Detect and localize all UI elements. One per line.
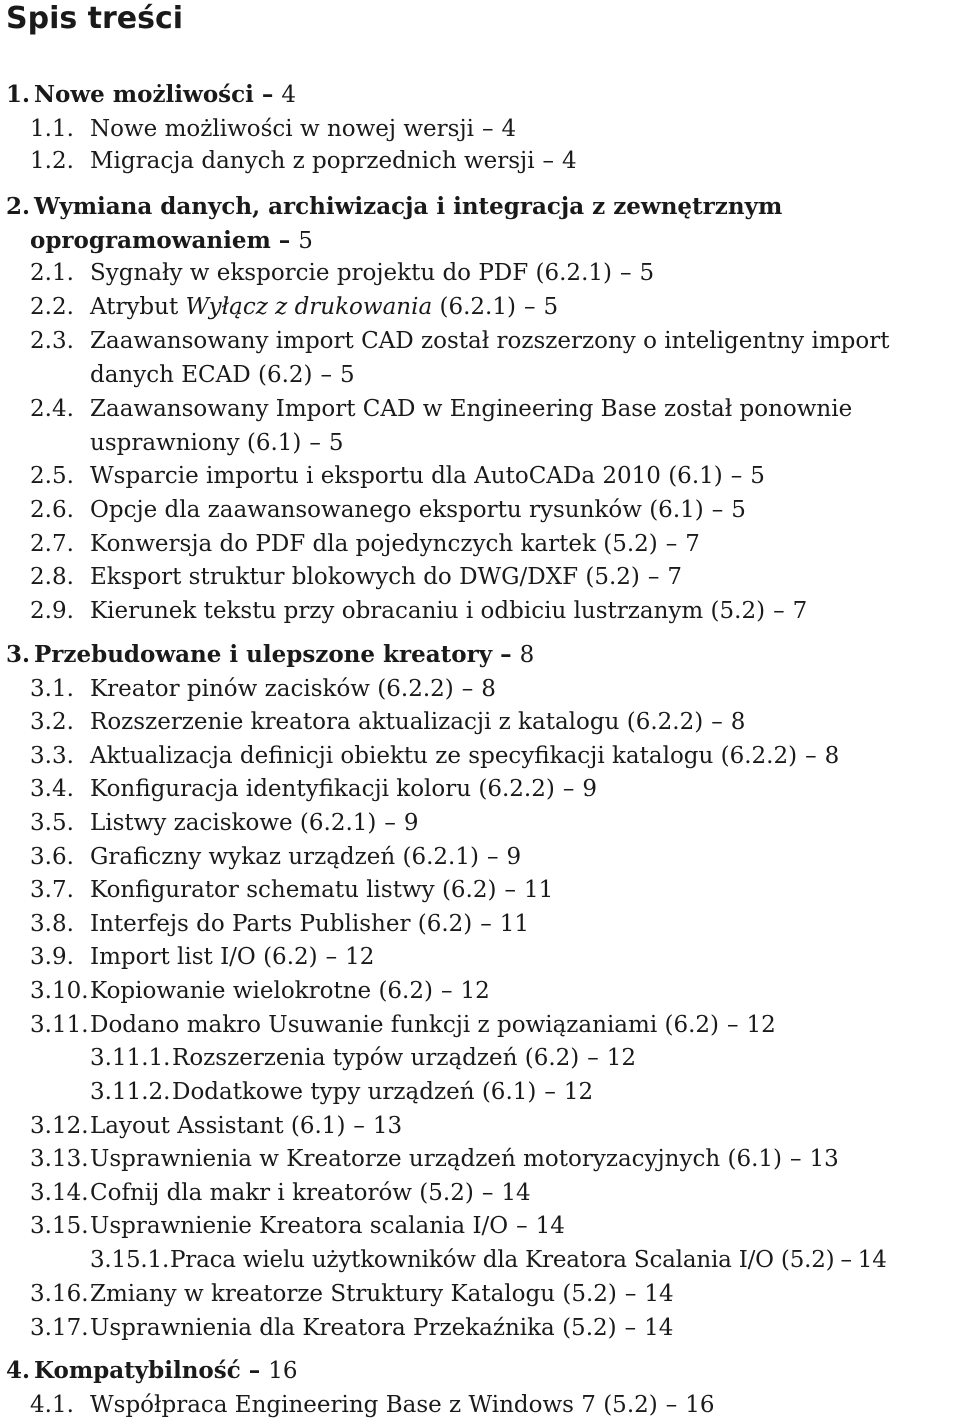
toc-number: 3.12. xyxy=(30,1113,89,1139)
toc-text: Aktualizacja definicji obiektu ze specyfikacji katalogu (6.2.2) xyxy=(90,743,798,769)
toc-number: 3.15.1. xyxy=(90,1247,170,1273)
toc-text-cont: danych ECAD (6.2) xyxy=(90,362,313,388)
toc-text: Wsparcie importu i eksportu dla AutoCADa 2010 (6.1) xyxy=(90,463,723,489)
toc-text: Kreator pinów zacisków (6.2.2) xyxy=(90,676,454,702)
toc-page: 12 xyxy=(606,1045,637,1071)
toc-number: 3.10. xyxy=(30,978,89,1004)
toc-entry-3-6[interactable]: 3.6. Graficzny wykaz urządzeń (6.2.1) – 9 xyxy=(30,844,522,870)
toc-entry-2-1[interactable]: 2.1. Sygnały w eksporcie projektu do PDF (6.2.1) – 5 xyxy=(30,260,655,286)
toc-number: 2.7. xyxy=(30,531,74,557)
toc-text: Kierunek tekstu przy obracaniu i odbiciu lustrzanym (5.2) xyxy=(90,598,766,624)
toc-number: 3.11. xyxy=(30,1012,89,1038)
toc-number: 3. xyxy=(6,641,31,668)
toc-text-suffix: (6.2.1) xyxy=(439,294,516,320)
toc-entry-3-4[interactable]: 3.4. Konfiguracja identyfikacji koloru (6.2.2) – 9 xyxy=(30,776,597,802)
toc-text: Import list I/O (6.2) xyxy=(90,944,318,970)
toc-text: Praca wielu użytkowników dla Kreatora Scalania I/O (5.2) xyxy=(170,1247,835,1273)
toc-entry-1-2[interactable]: 1.2. Migracja danych z poprzednich wersji – 4 xyxy=(30,148,577,174)
toc-number: 3.11.1. xyxy=(90,1045,171,1071)
toc-number: 2.3. xyxy=(30,328,74,354)
toc-entry-3-15-1[interactable]: 3.15.1.Praca wielu użytkowników dla Kreatora Scalania I/O (5.2) – 14 xyxy=(90,1247,887,1273)
toc-page: 4 xyxy=(501,116,517,142)
toc-chapter-2[interactable] xyxy=(6,192,782,222)
toc-entry-3-14[interactable]: 3.14.Cofnij dla makr i kreatorów (5.2) – 14 xyxy=(30,1180,531,1206)
toc-number: 4.1. xyxy=(30,1392,74,1418)
toc-page: 14 xyxy=(644,1281,674,1307)
toc-chapter-4[interactable]: 4. Kompatybilność – 16 xyxy=(6,1357,298,1384)
toc-page: 7 xyxy=(792,598,808,624)
toc-entry-2-5[interactable]: 2.5. Wsparcie importu i eksportu dla AutoCADa 2010 (6.1) – 5 xyxy=(30,463,765,489)
toc-entry-2-9[interactable]: 2.9. Kierunek tekstu przy obracaniu i odbiciu lustrzanym (5.2) – 7 xyxy=(30,598,808,624)
toc-page: 14 xyxy=(501,1180,531,1206)
toc-number: 3.15. xyxy=(30,1213,89,1239)
toc-chapter-2-cont[interactable]: oprogramowaniem – 5 xyxy=(30,227,313,254)
toc-page: 8 xyxy=(519,642,535,668)
toc-number: 3.14. xyxy=(30,1180,89,1206)
toc-page: 8 xyxy=(481,676,496,702)
toc-page: 14 xyxy=(857,1247,887,1273)
toc-entry-3-11-2[interactable]: 3.11.2.Dodatkowe typy urządzeń (6.1) – 12 xyxy=(90,1079,594,1105)
toc-text: Interfejs do Parts Publisher (6.2) xyxy=(90,911,473,937)
toc-number: 2.4. xyxy=(30,396,74,422)
toc-entry-3-7[interactable]: 3.7. Konfigurator schematu listwy (6.2) – 11 xyxy=(30,877,554,903)
toc-page: 11 xyxy=(523,877,554,903)
toc-chapter-1[interactable]: 1. Nowe możliwości – 4 xyxy=(6,81,296,108)
toc-number: 3.1. xyxy=(30,676,74,702)
toc-page: 5 xyxy=(543,294,559,320)
toc-text: Atrybut xyxy=(90,294,179,320)
toc-number: 2.5. xyxy=(30,463,74,489)
toc-number: 3.7. xyxy=(30,877,74,903)
toc-entry-3-12[interactable]: 3.12.Layout Assistant (6.1) – 13 xyxy=(30,1113,403,1139)
toc-text: Layout Assistant (6.1) xyxy=(90,1113,346,1139)
toc-page: 4 xyxy=(562,148,577,174)
toc-number: 1.1. xyxy=(30,116,74,142)
toc-page: 7 xyxy=(667,564,683,590)
toc-entry-3-3[interactable]: 3.3. Aktualizacja definicji obiektu ze specyfikacji katalogu (6.2.2) – 8 xyxy=(30,743,840,769)
toc-text: Cofnij dla makr i kreatorów (5.2) xyxy=(90,1180,474,1206)
toc-page: 13 xyxy=(809,1146,839,1172)
toc-text: Dodano makro Usuwanie funkcji z powiązaniami (6.2) xyxy=(90,1012,720,1038)
toc-number: 1. xyxy=(6,81,31,108)
toc-page: 9 xyxy=(582,776,597,802)
toc-entry-2-3[interactable] xyxy=(30,326,889,356)
toc-number: 2.2. xyxy=(30,294,74,320)
toc-chapter-3[interactable]: 3. Przebudowane i ulepszone kreatory – 8 xyxy=(6,641,535,668)
toc-entry-3-5[interactable]: 3.5. Listwy zaciskowe (6.2.1) – 9 xyxy=(30,810,419,836)
toc-page: 16 xyxy=(268,1358,298,1384)
toc-text: Przebudowane i ulepszone kreatory xyxy=(34,641,493,668)
page-title: Spis treści xyxy=(6,1,184,36)
toc-text: Usprawnienia dla Kreatora Przekaźnika (5.2) xyxy=(90,1315,617,1341)
toc-text-italic: Wyłącz z drukowania xyxy=(185,294,433,320)
toc-page: 5 xyxy=(328,430,344,456)
toc-number: 3.16. xyxy=(30,1281,89,1307)
toc-text: Rozszerzenie kreatora aktualizacji z katalogu (6.2.2) xyxy=(90,709,704,735)
toc-number: 3.9. xyxy=(30,944,74,970)
toc-page: 14 xyxy=(644,1315,674,1341)
toc-entry-2-4-cont[interactable]: usprawniony (6.1) – 5 xyxy=(90,430,344,456)
toc-number: 3.4. xyxy=(30,776,74,802)
toc-text: Usprawnienie Kreatora scalania I/O xyxy=(90,1213,509,1239)
toc-page: 12 xyxy=(460,978,490,1004)
toc-page: 12 xyxy=(563,1079,594,1105)
toc-text: Konfiguracja identyfikacji koloru (6.2.2) xyxy=(90,776,555,802)
toc-entry-3-16[interactable]: 3.16.Zmiany w kreatorze Struktury Katalogu (5.2) – 14 xyxy=(30,1281,674,1307)
toc-page: 7 xyxy=(685,531,700,557)
toc-text: Kompatybilność xyxy=(34,1357,241,1384)
toc-entry-2-4[interactable] xyxy=(30,394,852,424)
toc-text: Zaawansowany import CAD został rozszerzony o inteligentny import xyxy=(90,328,890,354)
toc-entry-2-7[interactable]: 2.7. Konwersja do PDF dla pojedynczych kartek (5.2) – 7 xyxy=(30,531,700,557)
toc-page: 5 xyxy=(750,463,765,489)
toc-text: Rozszerzenia typów urządzeń (6.2) xyxy=(172,1045,580,1071)
toc-entry-3-11-1[interactable]: 3.11.1.Rozszerzenia typów urządzeń (6.2) – 12 xyxy=(90,1045,637,1071)
toc-text: Konwersja do PDF dla pojedynczych kartek (5.2) xyxy=(90,531,658,557)
toc-text: Zmiany w kreatorze Struktury Katalogu (5.2) xyxy=(90,1281,617,1307)
toc-entry-3-8[interactable]: 3.8. Interfejs do Parts Publisher (6.2) – 11 xyxy=(30,911,530,937)
toc-page: 13 xyxy=(372,1113,403,1139)
toc-number: 3.13. xyxy=(30,1146,89,1172)
toc-text: Usprawnienia w Kreatorze urządzeń motoryzacyjnych (6.1) xyxy=(90,1146,783,1172)
toc-entry-3-10[interactable]: 3.10.Kopiowanie wielokrotne (6.2) – 12 xyxy=(30,978,490,1004)
toc-entry-2-8[interactable]: 2.8. Eksport struktur blokowych do DWG/DXF (5.2) – 7 xyxy=(30,564,683,590)
toc-entry-2-6[interactable]: 2.6. Opcje dla zaawansowanego eksportu rysunków (6.1) – 5 xyxy=(30,497,746,523)
toc-number: 3.3. xyxy=(30,743,74,769)
toc-entry-3-1[interactable]: 3.1. Kreator pinów zacisków (6.2.2) – 8 xyxy=(30,676,496,702)
toc-entry-3-2[interactable]: 3.2. Rozszerzenie kreatora aktualizacji z katalogu (6.2.2) – 8 xyxy=(30,709,746,735)
toc-number: 1.2. xyxy=(30,148,74,174)
toc-text: Nowe możliwości w nowej wersji xyxy=(90,116,474,142)
toc-page: 5 xyxy=(639,260,655,286)
toc-text: Dodatkowe typy urządzeń (6.1) xyxy=(172,1079,537,1105)
toc-page: 4 xyxy=(281,82,296,108)
toc-text: Listwy zaciskowe (6.2.1) xyxy=(90,810,377,836)
toc-entry-3-11[interactable]: 3.11.Dodano makro Usuwanie funkcji z powiązaniami (6.2) – 12 xyxy=(30,1012,776,1038)
toc-page: 9 xyxy=(403,810,419,836)
toc-entry-1-1[interactable]: 1.1. Nowe możliwości w nowej wersji – 4 xyxy=(30,116,517,142)
toc-page: 5 xyxy=(298,228,313,254)
toc-text: Współpraca Engineering Base z Windows 7 (5.2) xyxy=(90,1392,658,1418)
toc-text: Wymiana danych, archiwizacja i integracja z zewnętrznym xyxy=(34,193,783,220)
toc-page: 8 xyxy=(730,709,746,735)
toc-number: 4. xyxy=(6,1357,31,1384)
toc-text: Opcje dla zaawansowanego eksportu rysunków (6.1) xyxy=(90,497,704,523)
toc-page: 14 xyxy=(535,1213,565,1239)
toc-number: 3.6. xyxy=(30,844,74,870)
toc-page: 16 xyxy=(685,1392,715,1418)
toc-text-cont: oprogramowaniem xyxy=(30,227,271,254)
toc-number: 2.6. xyxy=(30,497,74,523)
toc-page: 8 xyxy=(824,743,840,769)
toc-number: 2. xyxy=(6,193,31,220)
toc-number: 3.17. xyxy=(30,1315,89,1341)
toc-text: Kopiowanie wielokrotne (6.2) xyxy=(90,978,433,1004)
toc-number: 2.9. xyxy=(30,598,74,624)
toc-entry-2-2[interactable]: 2.2. Atrybut Wyłącz z drukowania (6.2.1) – 5 xyxy=(30,294,559,320)
toc-page: 9 xyxy=(506,844,522,870)
toc-entry-3-15[interactable]: 3.15.Usprawnienie Kreatora scalania I/O – 14 xyxy=(30,1213,565,1239)
toc-entry-4-1[interactable]: 4.1. Współpraca Engineering Base z Windows 7 (5.2) – 16 xyxy=(30,1392,715,1418)
toc-page: 12 xyxy=(746,1012,776,1038)
toc-text: Migracja danych z poprzednich wersji xyxy=(90,148,535,174)
toc-text: Nowe możliwości xyxy=(34,81,254,108)
toc-text: Graficzny wykaz urządzeń (6.2.1) xyxy=(90,844,479,870)
toc-entry-3-9[interactable]: 3.9. Import list I/O (6.2) – 12 xyxy=(30,944,375,970)
toc-entry-3-13[interactable]: 3.13.Usprawnienia w Kreatorze urządzeń motoryzacyjnych (6.1) – 13 xyxy=(30,1146,839,1172)
toc-number: 3.11.2. xyxy=(90,1079,171,1105)
toc-number: 3.2. xyxy=(30,709,74,735)
toc-page: 5 xyxy=(340,362,355,388)
toc-number: 3.5. xyxy=(30,810,74,836)
toc-text: Eksport struktur blokowych do DWG/DXF (5.2) xyxy=(90,564,640,590)
toc-page: 12 xyxy=(345,944,375,970)
toc-text-cont: usprawniony (6.1) xyxy=(90,430,302,456)
toc-number: 2.1. xyxy=(30,260,74,286)
toc-number: 3.8. xyxy=(30,911,74,937)
toc-entry-2-3-cont[interactable]: danych ECAD (6.2) – 5 xyxy=(90,362,355,388)
toc-text: Sygnały w eksporcie projektu do PDF (6.2.1) xyxy=(90,260,612,286)
toc-page: 5 xyxy=(731,497,746,523)
toc-page: 11 xyxy=(499,911,530,937)
toc-text: Zaawansowany Import CAD w Engineering Base został ponownie xyxy=(90,396,853,422)
toc-text: Konfigurator schematu listwy (6.2) xyxy=(90,877,497,903)
toc-entry-3-17[interactable]: 3.17.Usprawnienia dla Kreatora Przekaźnika (5.2) – 14 xyxy=(30,1315,674,1341)
toc-number: 2.8. xyxy=(30,564,74,590)
